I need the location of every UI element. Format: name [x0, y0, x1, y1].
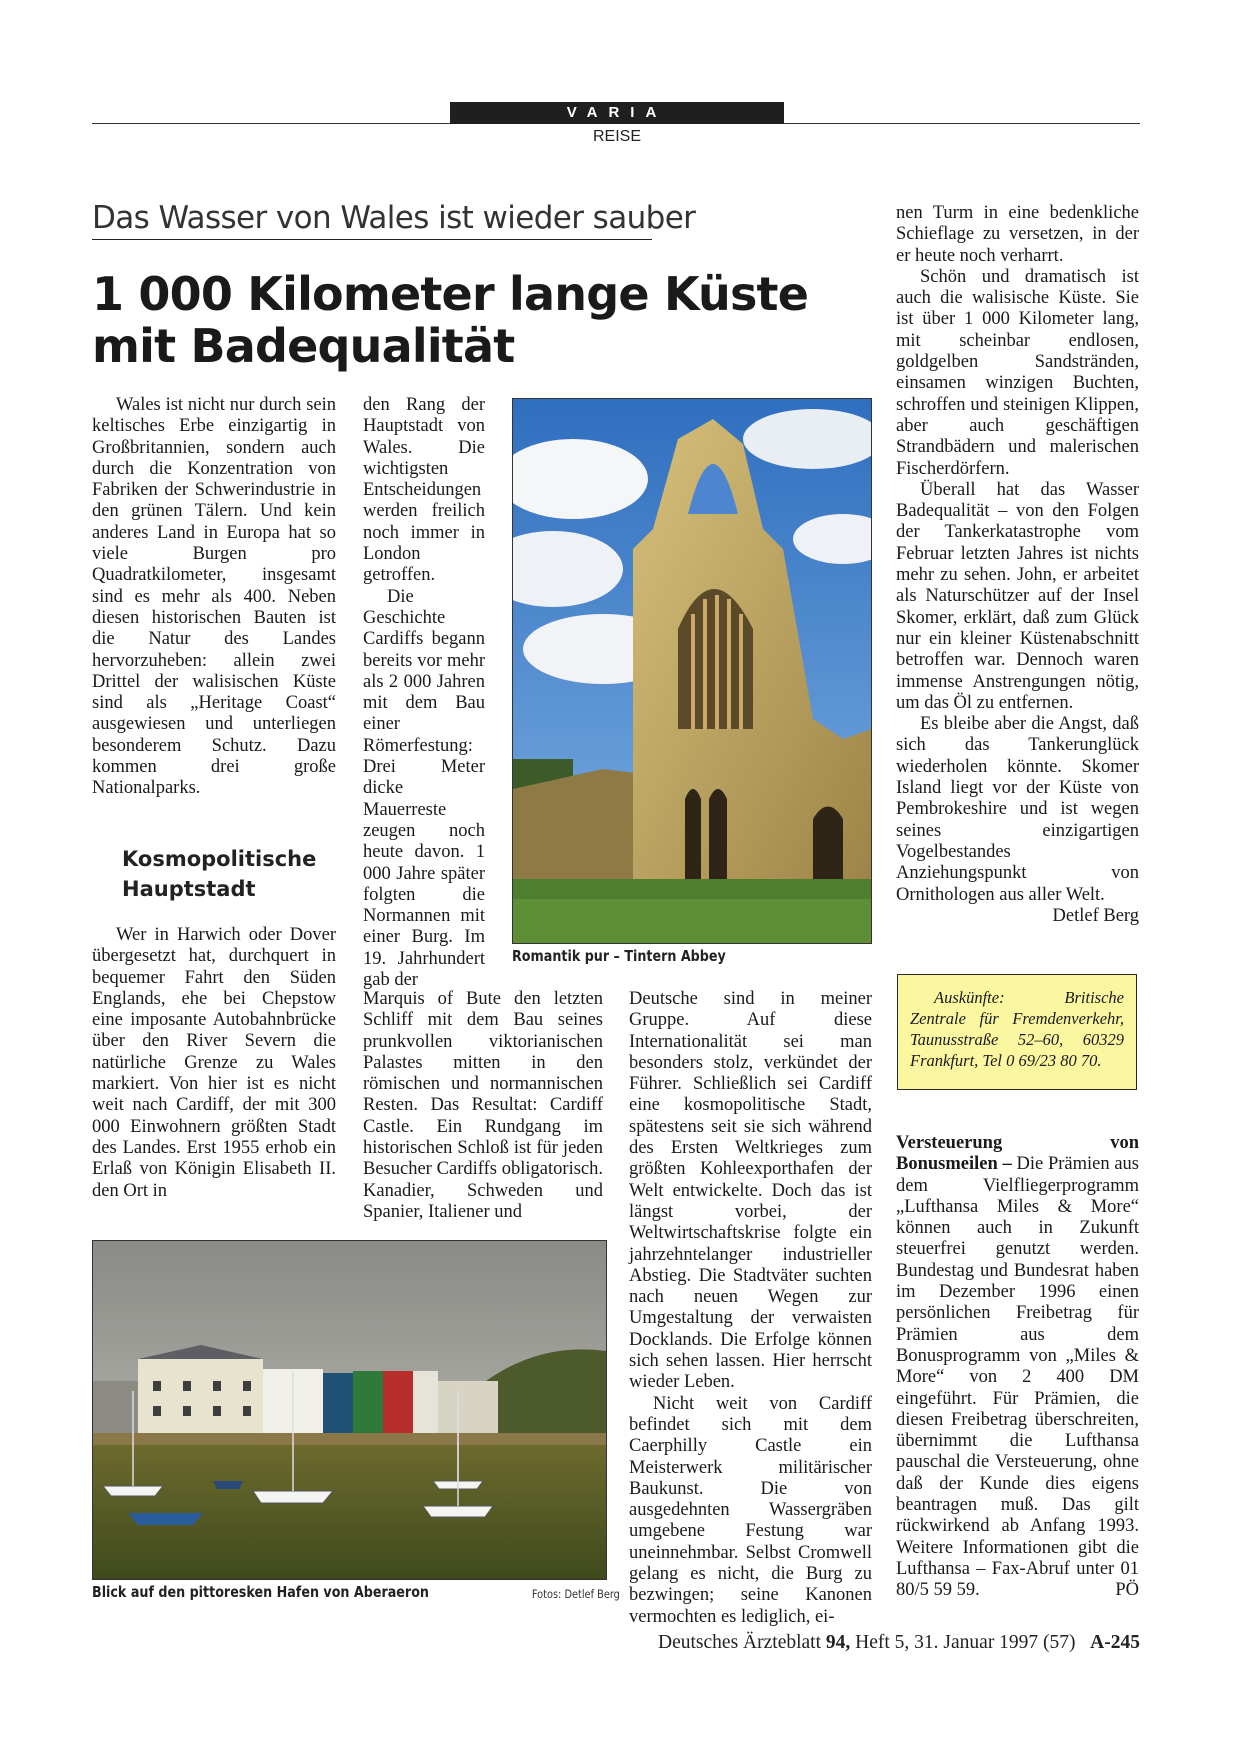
paragraph: Deutsche sind in meiner Gruppe. Auf diese Internationalität sei man besonders stolz, verkündet der Führer. Schließlich sei Cardiff eine kosmopolitische Stadt, spätestens seit sie sich während des Ersten Weltkrieges zum größten Kohleexporthafen der Welt entwickelte. Doch das ist längst vorbei, der Weltwirtschaftskrise folgte ein jahrzehntelanger industrieller Abstieg. Die Stadtväter suchten nach neuen Wegen zur Umgestaltung der verwaisten Docklands. Die Erfolge können sich sehen lassen. Hier herrscht wieder Leben.	[629, 989, 872, 1393]
subsection-label: REISE	[592, 128, 641, 145]
column-2-top	[363, 395, 485, 991]
paragraph	[896, 714, 1139, 926]
paragraph: Überall hat das Wasser Badequalität – von den Folgen der Tankerkatastrophe vom Februar letzten Jahres ist nichts mehr zu sehen. John, er arbeitet als Naturschützer auf der Insel Skomer, erklärt, daß zum Glück nur ein kleiner Küstenabschnitt betroffen war. Dennoch waren immense Anstrengungen nötig, um das Öl zu entfernen.	[896, 479, 1139, 713]
tintern-abbey-photo	[512, 398, 872, 944]
paragraph: Die Geschichte Cardiffs begann bereits vor mehr als 2 000 Jahren mit dem Bau einer Römerfestung: Drei Meter dicke Mauerreste zeugen noch heute davon. 1 000 Jahre später folgten die Normannen mit einer Burg. Im 19. Jahrhundert gab der	[363, 586, 485, 991]
news-body: Die Prämien aus dem Vielfliegerprogramm „Lufthansa Miles & More“ können auch in Zukunft steuerfrei genutzt werden. Bundestag und Bundesrat haben im Dezember 1996 einen persönlichen Freibetrag für Prämien aus dem Bonusprogramm von „Miles & More“ von 2 400 DM eingeführt. Für Prämien, die diesen Freibetrag überschreiten, übernimmt die Lufthansa pauschal die Versteuerung, ohne daß der Kunde dies eigens beantragen muß. Das gilt rückwirkend ab Anfang 1993. Weitere Informationen gibt die Lufthansa – Fax-Abruf unter 01 80/5 59 59.	[896, 1154, 1139, 1601]
news-item	[896, 1133, 1139, 1602]
section-label: VARIA	[450, 102, 784, 124]
journal-volume: 94,	[825, 1632, 851, 1653]
paragraph	[896, 1133, 1139, 1602]
paragraph: den Rang der Hauptstadt von Wales. Die wichtigsten Entscheidungen werden freilich noch immer in London getroffen.	[363, 395, 485, 586]
column-3	[629, 989, 872, 1628]
page-footer	[620, 1632, 1140, 1654]
paragraph: Schön und dramatisch ist auch die walisische Küste. Sie ist über 1 000 Kilometer lang, mit scheinbar endlosen, goldgelben Sandstränden, einsamen winzigen Buchten, schroffen und steinigen Klippen, aber auch geschäftigen Strandbädern und malerischen Fischerdörfern.	[896, 266, 1139, 479]
journal-name: Deutsches Ärzteblatt	[658, 1632, 822, 1653]
paragraph: nen Turm in eine bedenkliche Schieflage zu versetzen, in der er heute noch verharrt.	[896, 203, 1139, 266]
column-1-intro	[92, 395, 336, 800]
article-headline	[92, 268, 812, 372]
journal-issue: Heft 5, 31. Januar 1997 (57)	[855, 1632, 1076, 1653]
news-lead: Versteuerung von Bonusmeilen –	[896, 1133, 1139, 1175]
headline-line-2: mit Badequalität	[92, 319, 515, 373]
aberaeron-harbor-photo	[92, 1240, 607, 1580]
column-2-bottom	[363, 989, 603, 1223]
headline-line-1: 1 000 Kilometer lange Küste	[92, 267, 809, 321]
article-author: Detlef Berg	[1052, 905, 1139, 926]
photo-credit: Fotos: Detlef Berg	[531, 1587, 620, 1601]
abbey-caption: Romantik pur – Tintern Abbey	[512, 947, 726, 965]
column-1-body	[92, 925, 336, 1202]
paragraph: Nicht weit von Cardiff befindet sich mit dem Caerphilly Castle ein Meisterwerk militärischer Baukunst. Die von ausgedehnten Wassergräben umgebene Festung war uneinnehmbar. Selbst Cromwell gelang es nicht, die Burg zu bezwingen; seine Kanonen vermochten es lediglich, ei-	[629, 1393, 872, 1627]
news-author: PÖ	[1115, 1580, 1139, 1601]
paragraph: Marquis of Bute den letzten Schliff mit dem Bau seines prunkvollen viktorianischen Palastes mitten in den römischen und normannischen Resten. Das Resultat: Cardiff Castle. Ein Rundgang im historischen Schloß ist für jeden Besucher Cardiffs obligatorisch. Kanadier, Schweden und Spanier, Italiener und	[363, 989, 603, 1222]
section-heading: Kosmopolitische Hauptstadt	[122, 847, 317, 901]
info-box	[897, 974, 1137, 1090]
paragraph: Wales ist nicht nur durch sein keltisches Erbe einzigartig in Großbritannien, sondern auch durch die Konzentration von Fabriken der Schwerindustrie in den grünen Tälern. Und kein anderes Land in Europa hat so viele Burgen pro Quadratkilometer, insgesamt sind es mehr als 400. Neben diesen historischen Bauten ist die Natur des Landes hervorzuheben: allein zwei Drittel der walisischen Küste sind als „Heritage Coast“ ausgewiesen und unterliegen besonderem Schutz. Dazu kommen drei große Nationalparks.	[92, 395, 336, 799]
paragraph-text: Es bleibe aber die Angst, daß sich das Tankerunglück wiederholen könnte. Skomer Island liegt vor der Küste von Pembrokeshire und ist wegen seines einzigartigen Vogelbestandes Anziehungspunkt von Ornithologen aus aller Welt.	[896, 714, 1139, 905]
info-text: Auskünfte: Britische Zentrale für Fremdenverkehr, Taunusstraße 52–60, 60329 Frankfurt, Tel 0 69/23 80 70.	[910, 988, 1124, 1070]
paragraph: Wer in Harwich oder Dover übergesetzt hat, durchquert in bequemer Fahrt den Süden Englands, ehe bei Chepstow eine imposante Autobahnbrücke über den River Severn die natürliche Grenze zu Wales markiert. Von hier ist es nicht weit nach Cardiff, der mit 300 000 Einwohnern größten Stadt des Landes. Erst 1955 erhob ein Erlaß von Königin Elisabeth II. den Ort in	[92, 925, 336, 1201]
article-kicker: Das Wasser von Wales ist wieder sauber	[92, 200, 652, 240]
harbor-caption: Blick auf den pittoresken Hafen von Aberaeron	[92, 1583, 429, 1601]
page-number: A-245	[1090, 1632, 1140, 1653]
column-4-article	[896, 203, 1139, 927]
